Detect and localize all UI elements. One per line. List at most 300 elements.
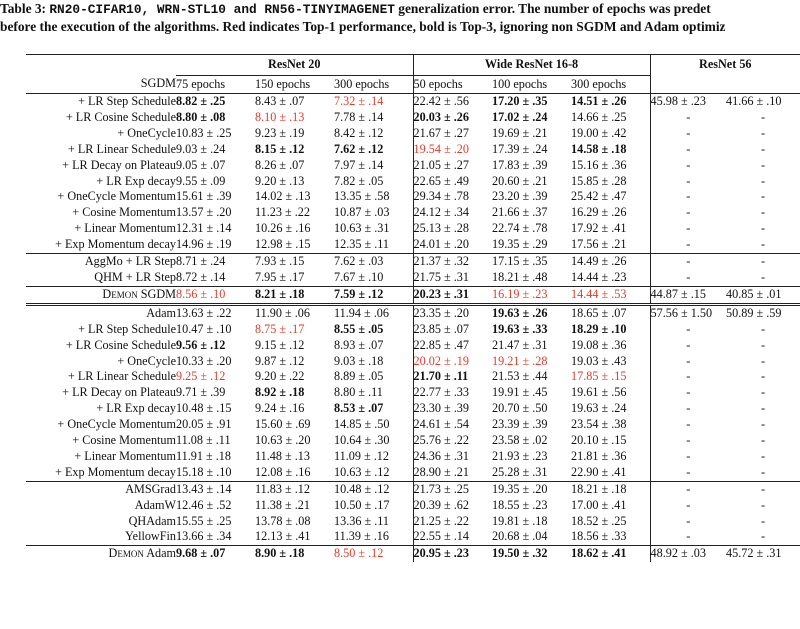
value-cell: 10.83 ± .25 (176, 125, 232, 140)
method-name: + Exp Momentum decay (55, 464, 176, 479)
table-row (26, 354, 800, 370)
caption-line-1 (0, 0, 800, 18)
method-name: + Linear Momentum (74, 448, 176, 463)
value-cell: 19.63 ± .33 (492, 321, 548, 336)
method-name: + OneCycle (117, 353, 176, 368)
value-cell: 9.05 ± .07 (176, 157, 226, 172)
value-cell: 50.89 ± .59 (726, 304, 800, 321)
value-cell: 11.08 ± .11 (176, 433, 231, 448)
value-cell: 20.70 ± .50 (492, 401, 548, 416)
value-cell: 21.73 ± .25 (413, 481, 492, 497)
value-cell: 8.50 ± .12 (334, 546, 413, 562)
value-cell: 22.65 ± .49 (413, 174, 492, 190)
method-name: + LR Decay on Plateau (62, 385, 176, 400)
value-cell: 9.68 ± .07 (176, 546, 255, 562)
value-cell: 8.72 ± .14 (176, 269, 226, 284)
value-cell: 11.23 ± .22 (255, 205, 310, 220)
value-cell: 10.33 ± .20 (176, 353, 232, 368)
value-cell: - (761, 125, 766, 140)
value-cell: 17.39 ± .24 (492, 141, 548, 156)
value-cell: 18.52 ± .25 (571, 513, 627, 528)
table-row (26, 221, 800, 237)
value-cell: 10.63 ± .20 (255, 433, 311, 448)
value-cell: 19.63 ± .24 (571, 401, 627, 416)
table-row (26, 481, 800, 497)
value-cell: 19.50 ± .32 (492, 546, 571, 562)
value-cell: 9.56 ± .12 (176, 337, 226, 352)
value-cell: 9.20 ± .13 (255, 173, 305, 188)
value-cell: 8.93 ± .07 (334, 337, 384, 352)
table-row (26, 142, 800, 158)
table-row (26, 529, 800, 545)
table-row (26, 338, 800, 354)
value-cell: 11.94 ± .06 (334, 304, 413, 321)
method-name: + OneCycle (117, 125, 176, 140)
value-cell: 25.76 ± .22 (413, 433, 492, 449)
value-cell: - (650, 481, 726, 497)
table-row (26, 94, 800, 110)
value-cell: 45.98 ± .23 (650, 94, 726, 110)
value-cell: 10.26 ± .16 (255, 221, 311, 236)
value-cell: 23.30 ± .39 (413, 401, 492, 417)
method-name (26, 546, 176, 562)
value-cell: 41.66 ± .10 (726, 94, 800, 110)
value-cell: 14.66 ± .25 (571, 109, 627, 124)
value-cell: 9.15 ± .12 (255, 337, 305, 352)
value-cell: 13.36 ± .11 (334, 513, 389, 528)
value-cell: 12.46 ± .52 (176, 497, 232, 512)
value-cell: - (650, 158, 726, 174)
header-epoch-cell: 300 epochs (334, 76, 390, 91)
table-row (26, 401, 800, 417)
value-cell: - (650, 254, 726, 270)
value-cell: 8.71 ± .24 (176, 254, 255, 270)
value-cell: 16.19 ± .23 (492, 286, 571, 304)
value-cell: - (650, 401, 726, 417)
caption-label: Table 3: (0, 1, 50, 16)
value-cell: 21.53 ± .44 (492, 369, 548, 384)
header-groups-row (26, 55, 800, 76)
value-cell: 17.02 ± .24 (492, 109, 548, 124)
value-cell: 10.47 ± .10 (176, 321, 232, 336)
value-cell: 23.35 ± .20 (413, 304, 492, 321)
method-name: + LR Step Schedule (78, 321, 176, 336)
value-cell: 7.78 ± .14 (334, 109, 384, 124)
table-row (26, 254, 800, 270)
method-name: QHAdam (128, 513, 176, 528)
value-cell: - (761, 157, 766, 172)
value-cell: 19.35 ± .29 (492, 237, 548, 252)
value-cell: 11.83 ± .12 (255, 481, 334, 497)
method-name: AggMo + LR Step (26, 254, 176, 270)
value-cell: 13.66 ± .34 (176, 529, 232, 544)
value-cell: 12.08 ± .16 (255, 464, 311, 479)
value-cell: 8.21 ± .18 (255, 286, 334, 304)
table-row (26, 270, 800, 286)
value-cell: 22.90 ± .41 (571, 464, 627, 479)
value-cell: 8.80 ± .11 (334, 385, 383, 400)
value-cell: 8.53 ± .07 (334, 401, 384, 416)
value-cell: - (650, 529, 726, 545)
method-name: YellowFin (125, 529, 176, 544)
value-cell: 21.66 ± .37 (492, 205, 548, 220)
header-corner (26, 55, 176, 76)
value-cell: 8.89 ± .05 (334, 369, 384, 384)
header-group-resnet56: ResNet 56 (650, 55, 800, 76)
value-cell: 15.18 ± .10 (176, 464, 232, 479)
value-cell: 48.92 ± .03 (650, 546, 726, 562)
value-cell: 10.48 ± .15 (176, 401, 232, 416)
value-cell: 9.24 ± .16 (255, 401, 305, 416)
value-cell: 8.92 ± .18 (255, 385, 305, 400)
value-cell: 7.93 ± .15 (255, 254, 334, 270)
value-cell: 8.80 ± .08 (176, 109, 226, 124)
value-cell: 9.23 ± .19 (255, 125, 305, 140)
value-cell: - (650, 498, 726, 514)
value-cell: 19.21 ± .28 (492, 353, 548, 368)
value-cell: 20.39 ± .62 (413, 498, 492, 514)
value-cell: 17.56 ± .21 (571, 237, 627, 252)
table-row (26, 449, 800, 465)
value-cell: 23.20 ± .39 (492, 189, 548, 204)
value-cell: 22.85 ± .47 (413, 338, 492, 354)
table-row (26, 110, 800, 126)
value-cell: - (726, 481, 800, 497)
value-cell: 20.10 ± .15 (571, 433, 627, 448)
value-cell: 21.67 ± .27 (413, 126, 492, 142)
method-name: + OneCycle Momentum (57, 189, 176, 204)
method-name: QHM + LR Step (94, 269, 176, 284)
method-name: + LR Linear Schedule (67, 141, 176, 156)
table-row (26, 498, 800, 514)
value-cell: 13.63 ± .22 (176, 304, 255, 321)
header-epoch-cell: 300 epochs (571, 76, 627, 91)
value-cell: 12.35 ± .11 (334, 237, 389, 252)
value-cell: 7.97 ± .14 (334, 157, 384, 172)
method-name: + OneCycle Momentum (57, 417, 176, 432)
value-cell: - (650, 237, 726, 253)
value-cell: 22.77 ± .33 (413, 385, 492, 401)
value-cell: - (650, 126, 726, 142)
table-row (26, 546, 800, 562)
value-cell: 28.90 ± .21 (413, 465, 492, 481)
value-cell: 10.87 ± .03 (334, 205, 390, 220)
value-cell: 9.20 ± .22 (255, 369, 305, 384)
table-row (26, 205, 800, 221)
value-cell: 11.38 ± .21 (255, 497, 310, 512)
table-row (26, 189, 800, 205)
table-row (26, 158, 800, 174)
value-cell: 21.05 ± .27 (413, 158, 492, 174)
value-cell: 14.44 ± .53 (571, 286, 650, 304)
value-cell: - (761, 433, 766, 448)
caption-line-2 (0, 18, 800, 36)
header-epoch-cell: 100 epochs (492, 76, 548, 91)
value-cell: 10.63 ± .12 (334, 464, 390, 479)
method-name: + LR Cosine Schedule (65, 109, 176, 124)
value-cell: 21.70 ± .11 (413, 369, 492, 385)
value-cell: - (761, 401, 766, 416)
value-cell: - (761, 109, 766, 124)
value-cell: - (761, 448, 766, 463)
value-cell: - (761, 173, 766, 188)
table-row (26, 286, 800, 304)
value-cell: - (650, 174, 726, 190)
value-cell: - (761, 369, 766, 384)
value-cell: 21.81 ± .36 (571, 448, 627, 463)
results-table (26, 54, 800, 562)
value-cell: 21.37 ± .32 (413, 254, 492, 270)
value-cell: - (761, 189, 766, 204)
value-cell: 7.82 ± .05 (334, 173, 384, 188)
value-cell: 23.58 ± .02 (492, 433, 548, 448)
table-row (26, 126, 800, 142)
value-cell: 19.03 ± .43 (571, 353, 627, 368)
value-cell: 24.01 ± .20 (413, 237, 492, 253)
value-cell: 21.75 ± .31 (413, 270, 492, 286)
value-cell: 9.87 ± .12 (255, 353, 305, 368)
value-cell: - (650, 322, 726, 338)
table-row (26, 433, 800, 449)
method-name: + LR Exp decay (96, 401, 176, 416)
value-cell: 12.13 ± .41 (255, 529, 311, 544)
value-cell: 18.55 ± .23 (492, 497, 548, 512)
value-cell: 8.26 ± .07 (255, 157, 305, 172)
method-name: + LR Decay on Plateau (62, 157, 176, 172)
value-cell: 13.35 ± .58 (334, 189, 390, 204)
value-cell: - (761, 337, 766, 352)
value-cell: - (761, 417, 766, 432)
value-cell: 7.59 ± .12 (334, 286, 413, 304)
method-name-demon: Demon (102, 286, 138, 301)
value-cell: 29.34 ± .78 (413, 189, 492, 205)
value-cell: 18.65 ± .07 (571, 304, 650, 321)
header-group-wrn: Wide ResNet 16-8 (413, 55, 650, 76)
value-cell: - (650, 142, 726, 158)
value-cell: - (761, 497, 766, 512)
value-cell: 14.44 ± .23 (571, 269, 627, 284)
value-cell: 22.42 ± .56 (413, 94, 492, 110)
value-cell: 9.55 ± .09 (176, 173, 226, 188)
value-cell: 9.25 ± .12 (176, 369, 226, 384)
value-cell: - (650, 385, 726, 401)
value-cell: 7.62 ± .12 (334, 141, 384, 156)
method-name-demon: Demon (108, 546, 144, 561)
value-cell: 7.95 ± .17 (255, 269, 305, 284)
value-cell: 9.03 ± .24 (176, 141, 226, 156)
table-row (26, 322, 800, 338)
value-cell: 13.57 ± .20 (176, 205, 232, 220)
value-cell: 22.74 ± .78 (492, 221, 548, 236)
value-cell: - (761, 221, 766, 236)
value-cell: - (650, 221, 726, 237)
value-cell: - (650, 110, 726, 126)
value-cell: 13.78 ± .08 (255, 513, 311, 528)
value-cell: - (650, 270, 726, 286)
value-cell: 12.98 ± .15 (255, 237, 311, 252)
method-name: AdamW (134, 497, 176, 512)
value-cell: - (761, 205, 766, 220)
value-cell: 23.39 ± .39 (492, 417, 548, 432)
value-cell: 21.47 ± .31 (492, 337, 548, 352)
table-row (26, 417, 800, 433)
value-cell: 25.28 ± .31 (492, 464, 548, 479)
table-row (26, 514, 800, 530)
value-cell: - (650, 514, 726, 530)
value-cell: 8.10 ± .13 (255, 109, 305, 124)
header-epochs-row (26, 76, 800, 94)
value-cell: 8.90 ± .18 (255, 546, 334, 562)
method-name-rest: Adam (143, 546, 176, 561)
header-group-resnet20: ResNet 20 (176, 55, 413, 76)
method-name: + Exp Momentum decay (55, 237, 176, 252)
value-cell: - (761, 269, 766, 284)
value-cell: 8.75 ± .17 (255, 321, 305, 336)
value-cell: 44.87 ± .15 (650, 286, 726, 304)
header-epoch-cell: 50 epochs (413, 76, 492, 94)
value-cell: 10.63 ± .31 (334, 221, 390, 236)
value-cell: 19.63 ± .26 (492, 304, 571, 321)
value-cell: 19.91 ± .45 (492, 385, 548, 400)
value-cell: - (761, 237, 766, 252)
value-cell: - (650, 189, 726, 205)
value-cell: 7.32 ± .14 (334, 94, 413, 110)
value-cell: 23.85 ± .07 (413, 322, 492, 338)
value-cell: 20.95 ± .23 (413, 546, 492, 562)
value-cell: - (650, 205, 726, 221)
value-cell: 9.71 ± .39 (176, 385, 226, 400)
value-cell: 17.15 ± .35 (492, 254, 571, 270)
value-cell: 20.60 ± .21 (492, 173, 548, 188)
value-cell: - (761, 529, 766, 544)
value-cell: 20.23 ± .31 (413, 286, 492, 304)
value-cell: - (650, 449, 726, 465)
table-row (26, 174, 800, 190)
value-cell: 8.15 ± .12 (255, 141, 305, 156)
value-cell: - (761, 141, 766, 156)
value-cell: 17.85 ± .15 (571, 369, 627, 384)
method-name: + Cosine Momentum (72, 433, 176, 448)
value-cell: 45.72 ± .31 (726, 546, 800, 562)
value-cell: 19.35 ± .20 (492, 481, 571, 497)
value-cell: 14.58 ± .18 (571, 141, 627, 156)
value-cell: 14.96 ± .19 (176, 237, 232, 252)
value-cell: 20.02 ± .19 (413, 354, 492, 370)
caption-text-2: before the execution of the algorithms. Red indicates Top-1 performance, bold is Top-3, ignoring non SGDM and Adam optimiz (0, 18, 726, 34)
method-name: + Cosine Momentum (72, 205, 176, 220)
value-cell: 23.54 ± .38 (571, 417, 627, 432)
value-cell: 57.56 ± 1.50 (650, 304, 726, 321)
header-optimizer: SGDM (140, 76, 176, 91)
value-cell: - (650, 338, 726, 354)
value-cell: 11.48 ± .13 (255, 448, 310, 463)
value-cell: 15.85 ± .28 (571, 173, 627, 188)
value-cell: 40.85 ± .01 (726, 286, 800, 304)
value-cell: - (761, 353, 766, 368)
method-name-rest: SGDM (137, 286, 176, 301)
value-cell: 17.83 ± .39 (492, 157, 548, 172)
value-cell: 17.92 ± .41 (571, 221, 627, 236)
value-cell: 10.50 ± .17 (334, 497, 390, 512)
value-cell: 19.54 ± .20 (413, 142, 492, 158)
value-cell: 7.67 ± .10 (334, 269, 384, 284)
value-cell: 10.48 ± .12 (334, 481, 413, 497)
value-cell: 11.90 ± .06 (255, 304, 334, 321)
method-name: Adam (26, 304, 176, 321)
value-cell: - (761, 464, 766, 479)
value-cell: - (726, 254, 800, 270)
value-cell: 8.42 ± .12 (334, 125, 384, 140)
header-epoch-cell-empty (650, 76, 726, 94)
value-cell: 18.29 ± .10 (571, 321, 627, 336)
header-epoch-cell: 150 epochs (255, 76, 311, 91)
value-cell: 24.61 ± .54 (413, 417, 492, 433)
value-cell: 18.21 ± .48 (492, 269, 548, 284)
value-cell: 20.68 ± .04 (492, 529, 548, 544)
value-cell: 19.61 ± .56 (571, 385, 627, 400)
value-cell: 21.93 ± .23 (492, 448, 548, 463)
value-cell: 14.02 ± .13 (255, 189, 311, 204)
value-cell: - (650, 465, 726, 481)
header-epoch-cell: 75 epochs (176, 76, 226, 91)
value-cell: 25.42 ± .47 (571, 189, 627, 204)
value-cell: 15.61 ± .39 (176, 189, 232, 204)
value-cell: 13.43 ± .14 (176, 481, 255, 497)
method-name: + Linear Momentum (74, 221, 176, 236)
table-row (26, 465, 800, 481)
value-cell: 16.29 ± .26 (571, 205, 627, 220)
value-cell: 11.09 ± .12 (334, 448, 389, 463)
value-cell: 19.69 ± .21 (492, 125, 548, 140)
value-cell: 8.55 ± .05 (334, 321, 384, 336)
value-cell: 9.03 ± .18 (334, 353, 384, 368)
table-caption (0, 0, 800, 35)
value-cell: 17.00 ± .41 (571, 497, 627, 512)
method-name (26, 286, 176, 304)
value-cell: 12.31 ± .14 (176, 221, 232, 236)
caption-datasets: RN20-CIFAR10, WRN-STL10 and RN56-TINYIMAGENET (49, 2, 395, 17)
value-cell: 24.36 ± .31 (413, 449, 492, 465)
table-row (26, 385, 800, 401)
value-cell: 8.43 ± .07 (255, 94, 334, 110)
value-cell: 10.64 ± .30 (334, 433, 390, 448)
value-cell: 14.51 ± .26 (571, 94, 650, 110)
value-cell: 22.55 ± .14 (413, 529, 492, 545)
value-cell: 24.12 ± .34 (413, 205, 492, 221)
value-cell: 18.21 ± .18 (571, 481, 650, 497)
value-cell: - (761, 385, 766, 400)
value-cell: 11.91 ± .18 (176, 448, 231, 463)
value-cell: 20.05 ± .91 (176, 417, 232, 432)
value-cell: - (650, 369, 726, 385)
value-cell: 14.85 ± .50 (334, 417, 390, 432)
value-cell: 19.00 ± .42 (571, 125, 627, 140)
header-epoch-cell-empty (726, 76, 800, 94)
value-cell: 8.56 ± .10 (176, 286, 255, 304)
table-row (26, 237, 800, 253)
method-name: + LR Exp decay (96, 173, 176, 188)
value-cell: 25.13 ± .28 (413, 221, 492, 237)
value-cell: - (761, 321, 766, 336)
value-cell: 15.16 ± .36 (571, 157, 627, 172)
table-row (26, 369, 800, 385)
value-cell: 7.62 ± .03 (334, 254, 413, 270)
value-cell: 11.39 ± .16 (334, 529, 389, 544)
value-cell: - (761, 513, 766, 528)
value-cell: 15.60 ± .69 (255, 417, 311, 432)
table-row (26, 304, 800, 321)
method-name: + LR Linear Schedule (67, 369, 176, 384)
